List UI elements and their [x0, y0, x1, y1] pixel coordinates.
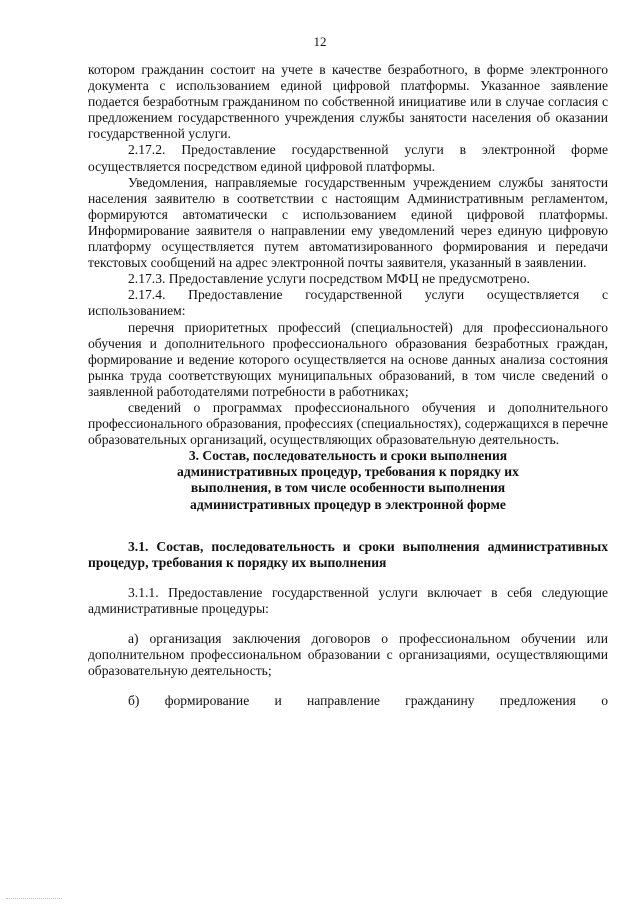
procedure-item-a: а) организация заключения договоров о профессиональном обучении или дополнительном профессиональном образовании с организациями, осуществляющими образовательную деятельность;: [88, 631, 608, 679]
section-3-title: 3. Состав, последовательность и сроки выполнения административных процедур, требования к порядку их выполнения, в том числе особенности выполнения административных процедур в электронной форме: [177, 448, 519, 512]
paragraph-3-1-1: 3.1.1. Предоставление государственной услуги включает в себя следующие административные процедуры:: [88, 584, 608, 616]
list-item-programs-info: сведений о программах профессионального обучения и дополнительного профессионального образования, профессиях (специальностях), содержащихся в перечне образовательных организаций, осуществляющих образовательную деятельность.: [88, 399, 608, 448]
procedure-item-b: б) формирование и направление гражданину предложения о: [128, 693, 608, 709]
page-number: 12: [313, 34, 327, 49]
paragraph-2-17-3: 2.17.3. Предоставление услуги посредством МФЦ не предусмотрено.: [128, 271, 530, 287]
subsection-3-1-title: 3.1. Состав, последовательность и сроки выполнения административных процедур, требования к порядку их выполнения: [88, 538, 608, 570]
scan-artifact: [6, 898, 62, 899]
paragraph-2-17-2: 2.17.2. Предоставление государственной услуги в электронной форме осуществляется посредством единой цифровой платформы.: [88, 142, 608, 174]
paragraph-notifications: Уведомления, направляемые государственным учреждением службы занятости населения заявителю в соответствии с настоящим Административным регламентом, формируются автоматически с использованием единой цифровой платформы. Информирование заявителя о направлении ему уведомлений через единую цифровую платформу осуществляется путем автоматизированного формирования и передачи текстовых сообщений на адрес электронной почты заявителя, указанный в заявлении.: [88, 174, 608, 271]
list-item-priority-professions: перечня приоритетных профессий (специальностей) для профессионального обучения и дополнительного профессионального образования безработных граждан, формирование и ведение которого осуществляется на основе данных анализа состояния рынка труда соответствующих муниципальных образований, в том числе сведений о заявленной работодателями потребности в работниках;: [88, 319, 608, 399]
document-body: [88, 62, 608, 709]
paragraph-continuation: котором гражданин состоит на учете в качестве безработного, в форме электронного документа с использованием единой цифровой платформы. Указанное заявление подается безработным гражданином по собственной инициативе или в случае согласия с предложением государственного учреждения службы занятости населения об оказании государственной услуги.: [88, 62, 608, 142]
paragraph-2-17-4: 2.17.4. Предоставление государственной услуги осуществляется с использованием:: [88, 287, 608, 319]
